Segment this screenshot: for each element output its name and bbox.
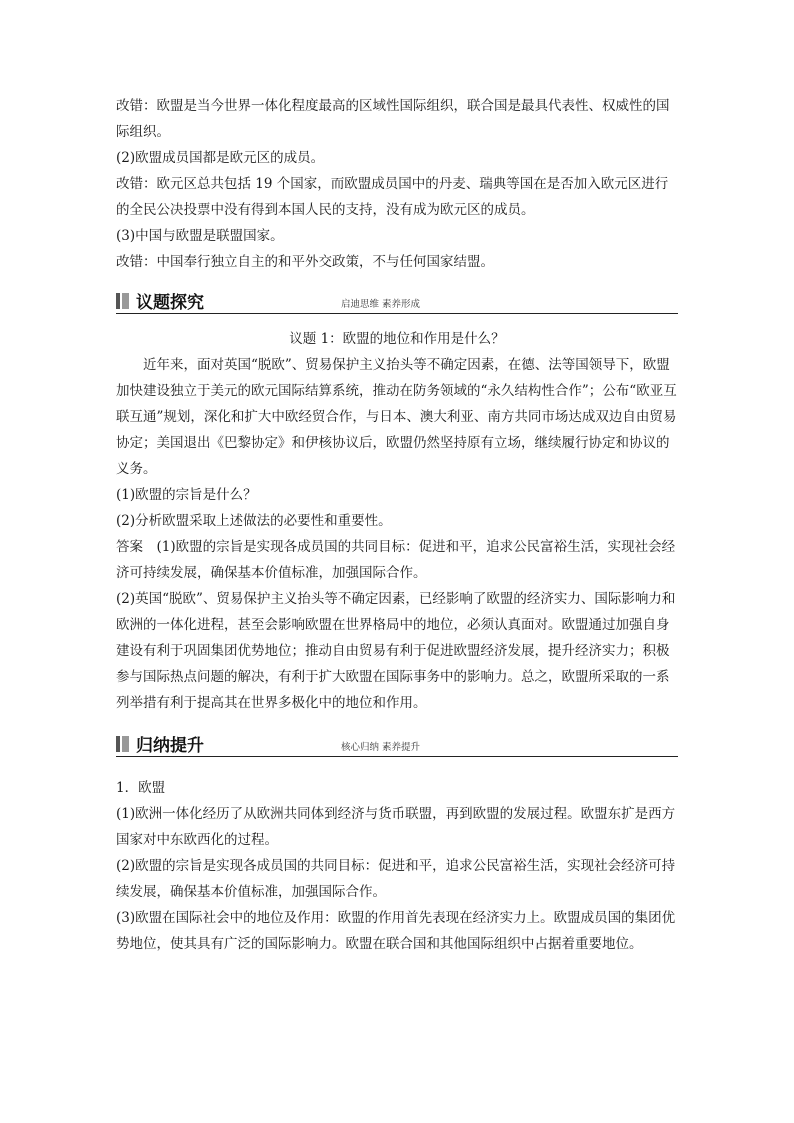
summary-point-1: (1)欧洲一体化经历了从欧洲共同体到经济与货币联盟，再到欧盟的发展过程。欧盟东扩是西方国家对中东欧西化的过程。 bbox=[116, 806, 676, 848]
content bbox=[116, 93, 678, 957]
section-header-summary bbox=[116, 732, 678, 757]
summary-point-2: (2)欧盟的宗旨是实现各成员国的共同目标：促进和平，追求公民富裕生活，实现社会经济可持续发展，确保基本价值标准，加强国际合作。 bbox=[116, 858, 676, 900]
section-title: 归纳提升 bbox=[136, 736, 204, 756]
correction-paragraph-3: 改错：中国奉行独立自主的和平外交政策，不与任何国家结盟。 bbox=[116, 254, 494, 270]
summary-point-3: (3)欧盟在国际社会中的地位及作用：欧盟的作用首先表现在经济实力上。欧盟成员国的集团优势地位，使其具有广泛的国际影响力。欧盟在联合国和其他国际组织中占据着重要地位。 bbox=[116, 910, 676, 952]
section-marker-shade-icon bbox=[122, 736, 129, 752]
question-1: (1)欧盟的宗旨是什么？ bbox=[116, 487, 257, 503]
section-subtitle: 启迪思维 素养形成 bbox=[341, 299, 421, 310]
section-marker-icon bbox=[116, 736, 120, 752]
material-paragraph: 近年来，面对英国“脱欧”、贸易保护主义抬头等不确定因素，在德、法等国领导下，欧盟加快建设独立于美元的欧元国际结算系统，推动在防务领域的“永久结构性合作”；公布“欧亚互联互通”规划，深化和扩大中欧经贸合作，与日本、澳大利亚、南方共同市场达成双边自由贸易协定；美国退出《巴黎协定》和伊核协议后，欧盟仍然坚持原有立场，继续履行协定和协议的义务。 bbox=[116, 357, 677, 477]
topic-title: 议题 1：欧盟的地位和作用是什么？ bbox=[289, 331, 505, 347]
question-2: (2)分析欧盟采取上述做法的必要性和重要性。 bbox=[116, 513, 392, 529]
answer-1: 答案 (1)欧盟的宗旨是实现各成员国的共同目标：促进和平，追求公民富裕生活，实现社会经济可持续发展，确保基本价值标准，加强国际合作。 bbox=[116, 539, 676, 581]
answer-2: (2)英国“脱欧”、贸易保护主义抬头等不确定因素，已经影响了欧盟的经济实力、国际影响力和欧洲的一体化进程，甚至会影响欧盟在世界格局中的地位，必须认真面对。欧盟通过加强自身建设有利于巩固集团优势地位；推动自由贸易有利于促进欧盟经济发展，提升经济实力；积极参与国际热点问题的解决，有利于扩大欧盟在国际事务中的影响力。总之，欧盟所采取的一系列举措有利于提高其在世界多极化中的地位和作用。 bbox=[116, 591, 676, 711]
statement-3: (3)中国与欧盟是联盟国家。 bbox=[116, 228, 284, 244]
section-marker-icon bbox=[116, 293, 120, 309]
section-title: 议题探究 bbox=[136, 293, 204, 313]
section-header-explore bbox=[116, 289, 678, 314]
correction-paragraph-2: 改错：欧元区总共包括 19 个国家，而欧盟成员国中的丹麦、瑞典等国在是否加入欧元区进行的全民公决投票中没有得到本国人民的支持，没有成为欧元区的成员。 bbox=[116, 176, 669, 218]
correction-paragraph-1: 改错：欧盟是当今世界一体化程度最高的区域性国际组织，联合国是最具代表性、权威性的国际组织。 bbox=[116, 98, 670, 140]
statement-2: (2)欧盟成员国都是欧元区的成员。 bbox=[116, 150, 325, 166]
section-subtitle: 核心归纳 素养提升 bbox=[341, 742, 421, 753]
summary-heading: 1．欧盟 bbox=[116, 780, 166, 796]
section-marker-shade-icon bbox=[122, 293, 129, 309]
